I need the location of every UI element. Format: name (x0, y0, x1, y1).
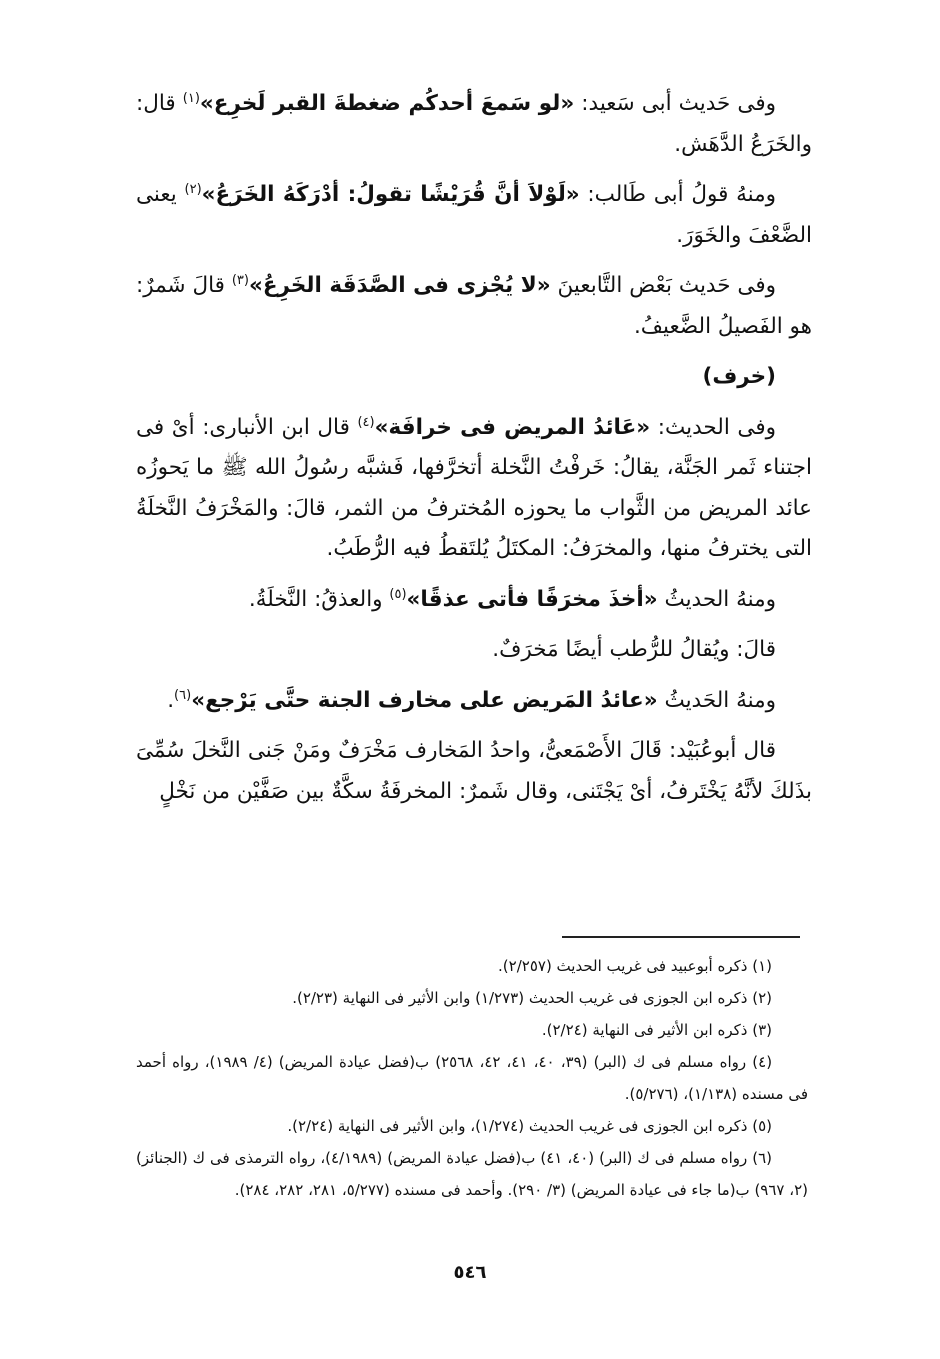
hadith-quote: «لو سَمعَ أحدكُم ضغطةَ القبر لَخرِع» (199, 91, 575, 116)
paragraph-6: قالَ: ويُقالُ للرُّطب أيضًا مَخرَفٌ. (492, 637, 776, 662)
paragraph-5 (136, 580, 812, 621)
footnote-6: (٦) رواه مسلم فى ك (البر) (٤٠، ٤١) ب(فضل عيادة المريض) (٤/١٩٨٩)، رواه الترمذى فى ك (الجنائز) (٢، ٩٦٧) ب(ما جاء فى عيادة المريض) (٣/ ٢٩٠). وأحمد فى مسنده (٥/٢٧٧، ٢٨١، ٢٨٢، ٢٨٤). (136, 1149, 808, 1199)
text: ومنهُ قولُ أبى طَالب: (579, 182, 776, 207)
footnote-3: (٣) ذكره ابن الأثير فى النهاية (٢/٢٤). (541, 1021, 772, 1039)
footnote-ref: (٥) (389, 586, 407, 602)
paragraph-2 (136, 175, 812, 256)
section-heading: (خرف) (702, 364, 776, 389)
text: قال: والخَرَعُ الدَّهَش. (136, 91, 812, 157)
text: يعنى الضَّعْفَ والخَوَرَ. (136, 182, 812, 248)
text: ومنهُ الحَديثُ (657, 687, 776, 713)
footnote-ref: (٦) (174, 687, 192, 703)
footnote-ref: (١) (182, 90, 200, 106)
text: قال ابن الأنبارى: أىْ فى اجتناء ثَمر الجَنَّة، يقالُ: خَرفْتُ النَّخلة أتخرَّفها، فَشبَّه رسُولُ الله ﷺ ما يَحوزُه عائد المريض من الثَّواب ما يحوزه المُخترفُ من الثمر، قالَ: والمَخْرَفُ النَّخلَةُ التى يخترفُ منها، والمخرَفُ: المكتَلُ يُلتَقطُ فيه الرُّطَبُ. (136, 414, 812, 561)
text: وفى حَديث بَعْض التَّابعينَ (550, 273, 776, 298)
paragraph-3 (136, 266, 812, 347)
hadith-quote: «لَوْلاَ أنَّ قُرَيْشًا تقولُ: أدْرَكَهُ الخَرَعُ» (201, 182, 580, 207)
paragraph-1 (136, 84, 812, 165)
footnote-ref: (٤) (357, 414, 375, 430)
hadith-quote: «عائدُ المَريض على مخارف الجنة حتَّى يَرْجع» (191, 687, 658, 713)
hadith-quote: «أخذَ مخرَفًا فأتى عذقًا» (406, 586, 658, 612)
hadith-quote: «لا يُجْزى فى الصَّدَقَة الخَرِعُ» (248, 273, 551, 298)
footnote-4: (٤) رواه مسلم فى ك (البر) (٣٩، ٤٠، ٤١، ٤٢، ٢٥٦٨) ب(فضل عيادة المريض) (٤/ ١٩٨٩)، رواه أحمد فى مسنده (١/١٣٨)، (٥/٢٧٦). (136, 1053, 808, 1103)
text: والعذقُ: النَّخلَةُ. (248, 586, 390, 612)
footnote-1: (١) ذكره أبوعبيد فى غريب الحديث (٢/٢٥٧). (498, 957, 772, 975)
footnote-separator (562, 936, 800, 938)
main-text (136, 84, 812, 822)
page-number: ٥٤٦ (453, 1262, 487, 1283)
text: وفى الحديث: (650, 414, 777, 440)
paragraph-8: قال أبوعُبَيْد: قَالَ الأَصْمَعىُّ، واحدُ المَخارف مَخْرَفٌ ومَنْ جَنى النَّخلَ سُمِّىَ بذَلكَ لأنَّهُ يَخْتَرفُ، أىْ يَجْتَنى، وقال شَمرٌ: المخرفَةُ سكَّةٌ بين صَفَّيْن من نَخْلٍ (136, 738, 812, 804)
text: قالَ شَمرٌ: هو الفَصيلُ الضَّعيفُ. (136, 273, 812, 339)
footnote-2: (٢) ذكره ابن الجوزى فى غريب الحديث (١/٢٧٣) وابن الأثير فى النهاية (٢/٢٣). (292, 989, 772, 1007)
footnote-5: (٥) ذكره ابن الجوزى فى غريب الحديث (١/٢٧٤)، وابن الأثير فى النهاية (٢/٢٤). (287, 1117, 772, 1135)
footnote-ref: (٣) (231, 272, 249, 288)
text: ومنهُ الحديثُ (657, 586, 776, 612)
footnotes (136, 950, 808, 1206)
hadith-quote: «عَائدُ المريض فى خرافَة» (374, 414, 651, 440)
text: . (167, 687, 175, 713)
footnote-ref: (٢) (184, 181, 202, 197)
text: وفى حَديث أبى سَعيد: (574, 91, 776, 116)
paragraph-7 (136, 681, 812, 722)
paragraph-4 (136, 408, 812, 570)
